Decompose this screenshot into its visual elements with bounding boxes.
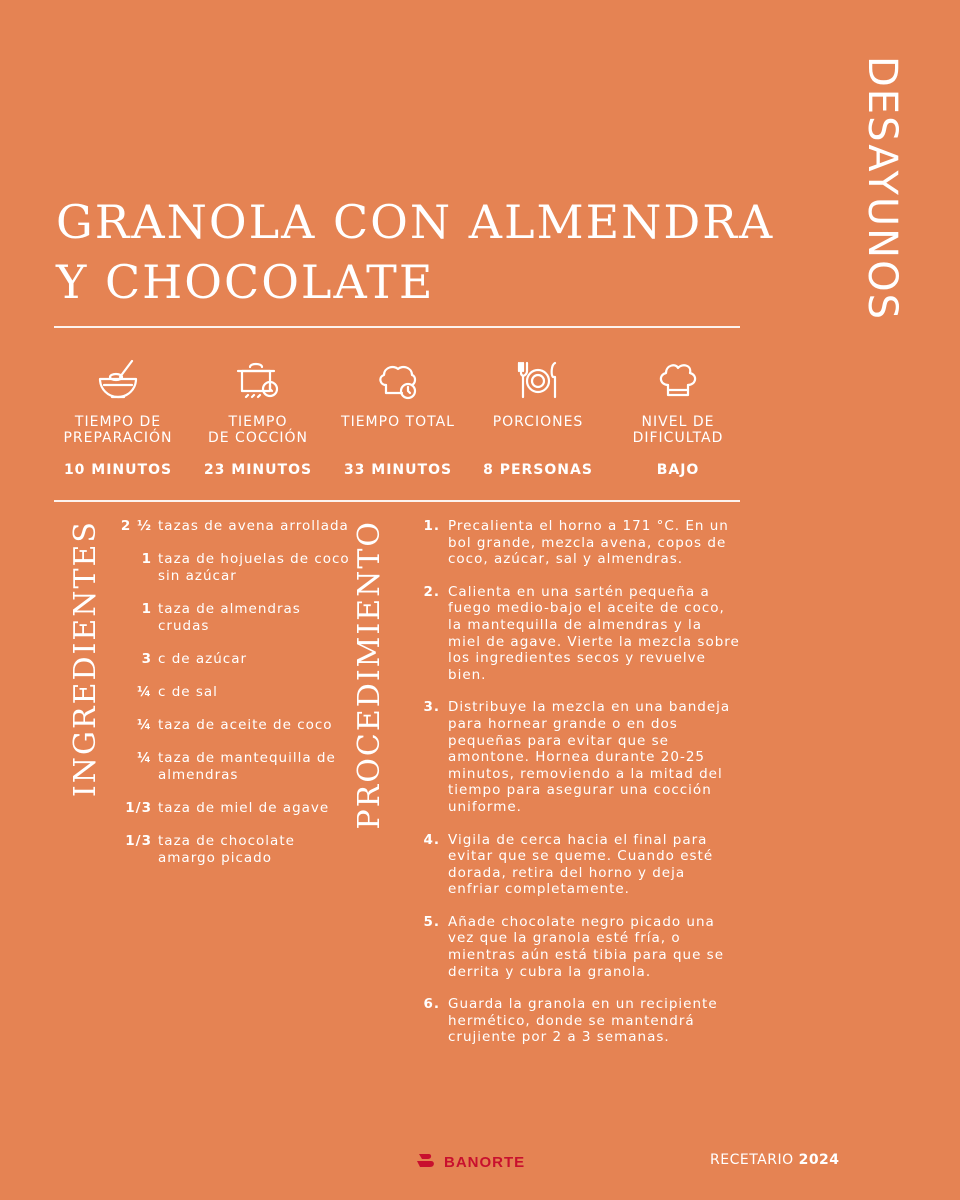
list-item bbox=[112, 833, 352, 867]
plate-cutlery-icon bbox=[468, 350, 608, 408]
list-item bbox=[112, 800, 352, 817]
step-text: Vigila de cerca hacia el final para evitar que se queme. Cuando esté dorada, retira del horno y deja enfriar completamente. bbox=[448, 831, 714, 898]
stat-label: TIEMPO TOTAL bbox=[341, 414, 455, 430]
stat-value: 33 MINUTOS bbox=[343, 462, 453, 478]
ingredient-text: taza de miel de agave bbox=[158, 800, 330, 816]
stat-cook-time bbox=[188, 350, 328, 478]
list-item bbox=[112, 750, 352, 784]
stat-difficulty bbox=[608, 350, 748, 478]
list-item bbox=[410, 996, 740, 1046]
step-text: Añade chocolate negro picado una vez que la granola esté fría, o mientras aún está tibia para que se derrita y cubra la granola. bbox=[448, 913, 725, 980]
recipe-title bbox=[56, 192, 816, 312]
step-number: 4. bbox=[423, 831, 440, 848]
divider-bottom bbox=[54, 500, 740, 502]
list-item bbox=[112, 717, 352, 734]
stat-value: BAJO bbox=[656, 462, 700, 478]
list-item bbox=[112, 684, 352, 701]
procedure-heading: PROCEDIMIENTO bbox=[352, 520, 387, 830]
step-text: Guarda la granola en un recipiente hermético, donde se mantendrá crujiente por 2 a 3 semanas. bbox=[448, 996, 718, 1046]
stat-label: PORCIONES bbox=[492, 414, 584, 430]
stat-value: 23 MINUTOS bbox=[203, 462, 313, 478]
bowl-whisk-icon bbox=[48, 350, 188, 408]
footer bbox=[710, 1152, 840, 1168]
procedure-list bbox=[410, 518, 740, 1062]
stat-servings bbox=[468, 350, 608, 478]
title-line-1: GRANOLA CON ALMENDRA bbox=[56, 195, 775, 249]
ingredient-text: taza de mantequilla de almendras bbox=[158, 750, 336, 783]
list-item bbox=[410, 699, 740, 815]
ingredient-qty: ¼ bbox=[137, 717, 152, 733]
step-number: 1. bbox=[423, 518, 440, 534]
stat-value: 8 PERSONAS bbox=[483, 462, 593, 478]
ingredient-text: taza de chocolate amargo picado bbox=[158, 833, 295, 866]
footer-label: RECETARIO bbox=[710, 1152, 794, 1168]
list-item bbox=[112, 651, 352, 668]
ingredients-heading: INGREDIENTES bbox=[68, 520, 103, 798]
ingredients-list bbox=[112, 518, 352, 883]
ingredient-text: taza de hojuelas de coco sin azúcar bbox=[158, 551, 350, 584]
footer-year: 2024 bbox=[798, 1152, 840, 1168]
stat-total-time bbox=[328, 350, 468, 478]
step-number: 2. bbox=[423, 583, 440, 600]
title-line-2: Y CHOCOLATE bbox=[56, 255, 435, 309]
chef-hat-timer-icon bbox=[328, 350, 468, 408]
ingredient-text: c de sal bbox=[158, 684, 218, 700]
ingredient-qty: 2 ½ bbox=[120, 518, 152, 534]
banorte-mark-icon bbox=[416, 1152, 438, 1172]
category-label: DESAYUNOS bbox=[859, 56, 905, 321]
list-item bbox=[410, 518, 740, 568]
stat-label: TIEMPO DE COCCIÓN bbox=[207, 414, 309, 446]
ingredient-text: c de azúcar bbox=[158, 651, 248, 667]
step-number: 6. bbox=[423, 996, 440, 1013]
list-item bbox=[112, 601, 352, 635]
list-item bbox=[112, 551, 352, 585]
brand-logo bbox=[416, 1152, 525, 1172]
list-item bbox=[410, 832, 740, 898]
stat-value: 10 MINUTOS bbox=[63, 462, 173, 478]
ingredient-text: taza de aceite de coco bbox=[158, 717, 333, 733]
list-item bbox=[410, 584, 740, 684]
ingredient-qty: 1/3 bbox=[125, 800, 152, 816]
step-number: 5. bbox=[423, 913, 440, 930]
chef-hat-icon bbox=[608, 350, 748, 408]
ingredient-qty: ¼ bbox=[137, 750, 152, 766]
step-text: Distribuye la mezcla en una bandeja para hornear grande o en dos pequeñas para evitar que se amontone. Hornea durante 20-25 minutos, removiendo a la mitad del tiempo para asegurar una cocción uniforme. bbox=[448, 699, 731, 815]
brand-name: BANORTE bbox=[444, 1153, 526, 1171]
ingredient-qty: 1 bbox=[141, 551, 152, 567]
ingredient-qty: 3 bbox=[141, 651, 152, 667]
divider-top bbox=[54, 326, 740, 328]
list-item bbox=[112, 518, 352, 535]
ingredient-qty: ¼ bbox=[137, 684, 152, 700]
step-number: 3. bbox=[423, 699, 440, 716]
ingredient-text: tazas de avena arrollada bbox=[158, 518, 349, 534]
stat-label: NIVEL DE DIFICULTAD bbox=[632, 414, 724, 446]
ingredient-qty: 1/3 bbox=[125, 833, 152, 849]
step-text: Calienta en una sartén pequeña a fuego medio-bajo el aceite de coco, la mantequilla de almendras y la miel de agave. Vierte la mezcla sobre los ingredientes secos y revuelve bien. bbox=[448, 583, 740, 683]
stat-prep-time bbox=[48, 350, 188, 478]
step-text: Precalienta el horno a 171 °C. En un bol grande, mezcla avena, copos de coco, azúcar, sal y almendras. bbox=[448, 518, 729, 568]
list-item bbox=[410, 914, 740, 980]
recipe-stats bbox=[48, 350, 748, 478]
ingredient-text: taza de almendras crudas bbox=[158, 601, 301, 634]
stat-label: TIEMPO DE PREPARACIÓN bbox=[63, 414, 173, 446]
pot-timer-icon bbox=[188, 350, 328, 408]
ingredient-qty: 1 bbox=[141, 601, 152, 617]
